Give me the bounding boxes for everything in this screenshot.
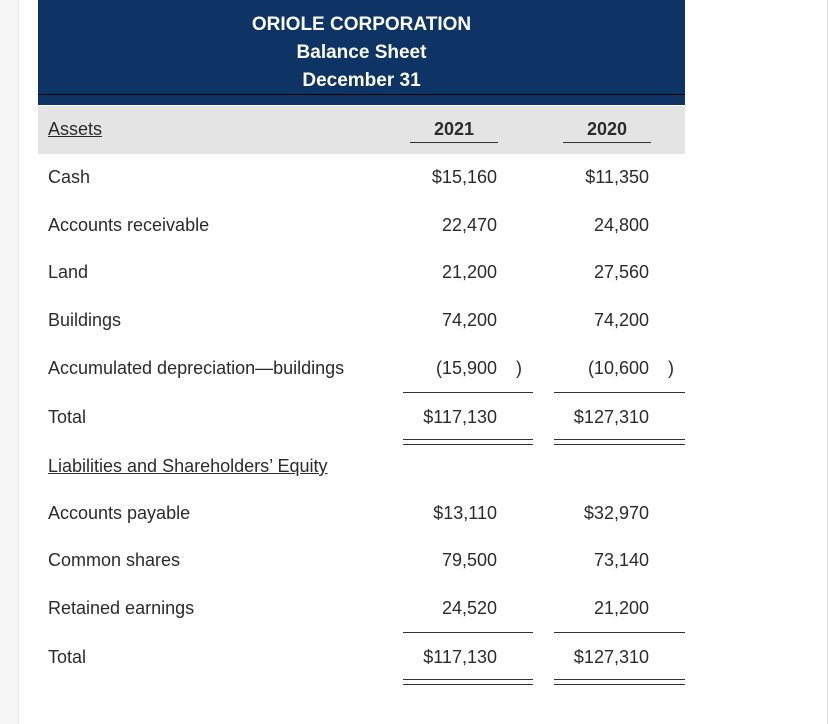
left-page-margin [0,0,19,724]
asset-value-2020: 27,560 [593,262,649,282]
asset-value-2021: 74,200 [441,310,497,330]
asset-value-2021: 21,200 [441,262,497,282]
year-2021-underline [410,142,498,143]
liability-value-2020: $32,970 [583,503,649,523]
liability-value-2020: 21,200 [593,598,649,618]
asset-value-2020: $11,350 [585,167,649,187]
total-double-rule-2020 [554,679,685,685]
liabilities-total-label: Total [48,647,87,667]
year-2020-underline [563,142,651,143]
closing-paren-2021: ) [516,358,522,378]
liability-label: Retained earnings [48,598,195,618]
year-2020-header: 2020 [586,119,628,139]
assets-total-2021: $117,130 [423,407,497,427]
liabilities-section-label: Liabilities and Shareholders’ Equity [48,456,328,476]
subtotal-rule-2020 [554,392,685,393]
header-rule [38,94,685,95]
total-double-rule-2021 [403,679,533,685]
liabilities-total-2020: $127,310 [573,647,649,667]
assets-section-label: Assets [48,119,103,139]
asset-value-2021: 22,470 [441,215,497,235]
liability-value-2021: 79,500 [441,550,497,570]
assets-total-label: Total [48,407,87,427]
company-name: ORIOLE CORPORATION [251,14,472,35]
asset-value-2020: 24,800 [593,215,649,235]
asset-label: Buildings [48,310,122,330]
asset-value-2021: $15,160 [431,167,497,187]
liability-label: Common shares [48,550,181,570]
liabilities-total-2021: $117,130 [423,647,497,667]
liability-label: Accounts payable [48,503,191,523]
total-double-rule-2020 [554,439,685,445]
subtotal-rule-2021 [403,392,533,393]
closing-paren-2020: ) [668,358,674,378]
statement-title: Balance Sheet [296,42,427,63]
subtotal-rule-2020 [554,632,685,633]
liability-value-2021: $13,110 [433,503,497,523]
assets-total-2020: $127,310 [573,407,649,427]
total-double-rule-2021 [403,439,533,445]
subtotal-rule-2021 [403,632,533,633]
asset-value-2020: 74,200 [593,310,649,330]
asset-label: Accumulated depreciation—buildings [48,358,345,378]
asset-value-2020: (10,600 [587,358,649,378]
asset-label: Accounts receivable [48,215,210,235]
asset-value-2021: (15,900 [435,358,497,378]
statement-date: December 31 [302,70,421,91]
year-2021-header: 2021 [433,119,475,139]
liability-value-2021: 24,520 [441,598,497,618]
asset-label: Land [48,262,89,282]
liability-value-2020: 73,140 [593,550,649,570]
asset-label: Cash [48,167,91,187]
